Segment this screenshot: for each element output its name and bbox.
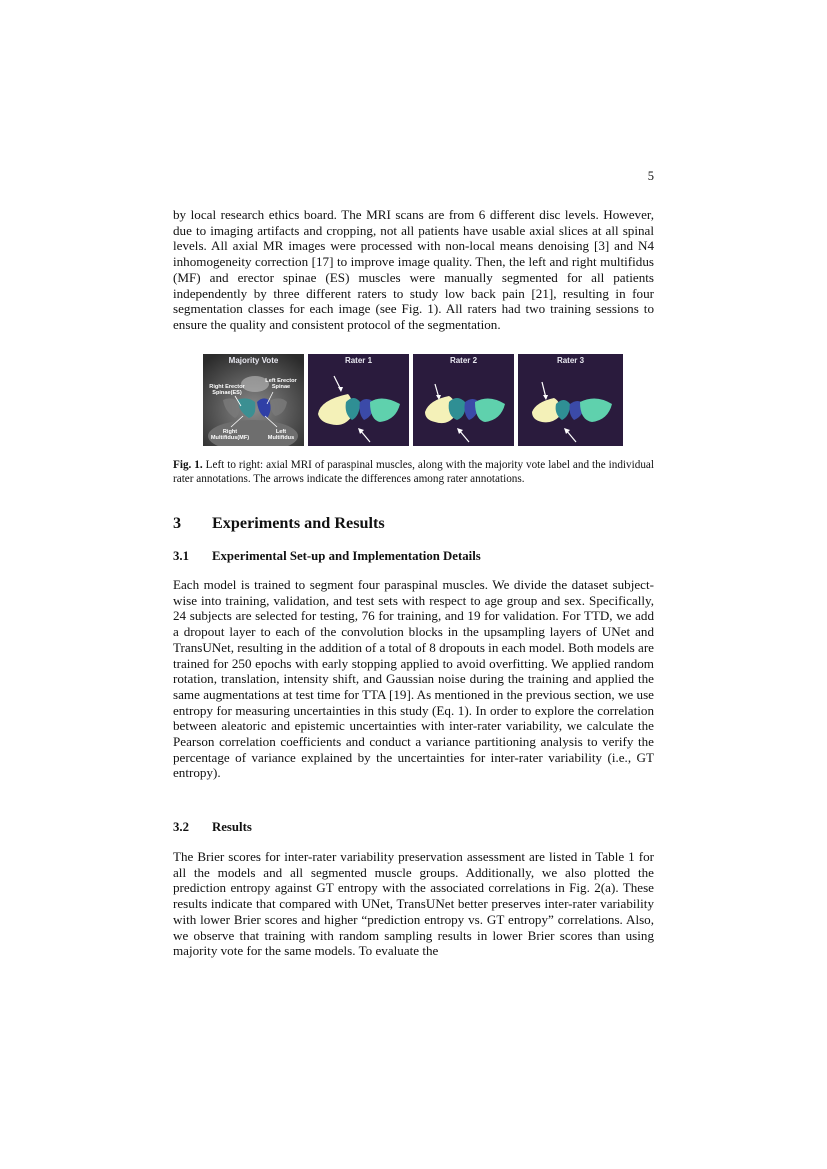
subsection-1-number: 3.1 bbox=[173, 549, 189, 563]
section-number: 3 bbox=[173, 514, 182, 532]
rater-1-panel bbox=[308, 354, 409, 446]
rater-1-title: Rater 1 bbox=[344, 356, 373, 365]
figure-caption bbox=[173, 458, 654, 487]
rater-3-segmentation bbox=[518, 354, 623, 446]
rater-1-segmentation bbox=[308, 354, 409, 446]
page-number: 5 bbox=[647, 169, 654, 183]
rater-2-segmentation bbox=[413, 354, 514, 446]
majority-vote-panel bbox=[203, 354, 304, 446]
majority-vote-title: Majority Vote bbox=[228, 356, 279, 365]
label-left-multifidus: Left Multifidus bbox=[267, 429, 295, 441]
label-right-multifidus: Right Multifidus(MF) bbox=[210, 429, 250, 441]
subsection-2-title: Results bbox=[212, 820, 252, 834]
rater-2-title: Rater 2 bbox=[449, 356, 478, 365]
subsection-1-title: Experimental Set-up and Implementation Details bbox=[212, 549, 481, 563]
rater-2-panel bbox=[413, 354, 514, 446]
rater-3-title: Rater 3 bbox=[556, 356, 585, 365]
section-title: Experiments and Results bbox=[212, 514, 385, 532]
caption-label: Fig. 1. bbox=[173, 459, 203, 471]
setup-paragraph: Each model is trained to segment four paraspinal muscles. We divide the dataset subject-wise into training, validation, and test sets with respect to age group and sex. Specifically, 24 subjects are selected for testing, 76 for training, and 19 for validation. For TTD, we add a dropout layer to each of the convolution blocks in the upsampling layers of UNet and TransUNet, resulting in the addition of a total of 8 dropouts in each model. Both models are trained for 250 epochs with early stopping applied to avoid overfitting. We applied random rotation, translation, intensity shift, and Gaussian noise during the training and applied the same augmentations at test time for TTA [19]. As mentioned in the previous section, we use entropy for measuring uncertainties in this study (Eq. 1). In order to explore the correlation between aleatoric and epistemic uncertainties with inter-rater variability, we calculate the Pearson correlation coefficients and conduct a variance partitioning analysis to verify the percentage of variance explained by the uncertainties for inter-rater variability (i.e., GT entropy). bbox=[173, 577, 654, 781]
rater-3-panel bbox=[518, 354, 623, 446]
results-paragraph: The Brier scores for inter-rater variability preservation assessment are listed in Table 1 for all the models and all segmented muscle groups. Additionally, we also plotted the prediction entropy against GT entropy with the associated correlations in Fig. 2(a). These results indicate that compared with UNet, TransUNet better preserves inter-rater variability with lower Brier scores and higher “prediction entropy vs. GT entropy” correlations. Also, we observe that training with random sampling results in lower Brier scores than using majority vote for the same models. To evaluate the bbox=[173, 849, 654, 959]
subsection-2-number: 3.2 bbox=[173, 820, 189, 834]
caption-text: Left to right: axial MRI of paraspinal muscles, along with the majority vote label and the individual rater annotations. The arrows indicate the differences among rater annotations. bbox=[173, 459, 654, 486]
label-left-erector-spinae: Left Erector Spinae bbox=[265, 378, 297, 390]
figure-1 bbox=[203, 354, 623, 446]
label-right-erector-spinae: Right Erector Spinae(ES) bbox=[209, 384, 245, 396]
intro-paragraph: by local research ethics board. The MRI scans are from 6 different disc levels. However, due to imaging artifacts and cropping, not all patients have usable axial slices at all spinal levels. All axial MR images were processed with non-local means denoising [3] and N4 inhomogeneity correction [17] to improve image quality. Then, the left and right multifidus (MF) and erector spinae (ES) muscles were manually segmented for all patients independently by three different raters to study low back pain [21], resulting in four segmentation classes for each image (see Fig. 1). All raters had two training sessions to ensure the quality and consistent protocol of the segmentation. bbox=[173, 207, 654, 332]
